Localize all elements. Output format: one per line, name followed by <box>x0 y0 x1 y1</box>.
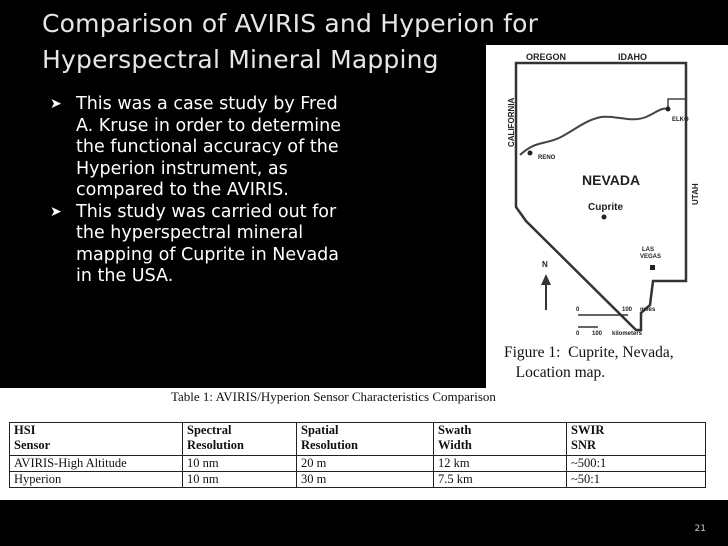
label-elko: ELKO <box>672 117 689 123</box>
map-graphic <box>486 45 728 390</box>
table-cell: 12 km <box>434 456 567 472</box>
label-nevada: NEVADA <box>582 172 641 188</box>
label-utah: UTAH <box>691 183 700 205</box>
scale-100-km: 100 <box>592 331 603 337</box>
table-caption: Table 1: AVIRIS/Hyperion Sensor Characteristics Comparison <box>171 389 496 404</box>
table-row <box>10 456 706 472</box>
header-line: Swath <box>438 423 472 437</box>
scale-0-km: 0 <box>576 331 580 337</box>
table-header-row <box>10 423 706 456</box>
table-cell: 10 nm <box>183 456 297 472</box>
table-cell: AVIRIS-High Altitude <box>10 456 183 472</box>
label-california: CALIFORNIA <box>507 97 516 147</box>
table-cell: ~50:1 <box>567 472 706 488</box>
elko-dot <box>666 107 671 112</box>
table-cell: 10 nm <box>183 472 297 488</box>
slide-title <box>42 6 538 78</box>
header-line: Width <box>438 438 472 452</box>
table-cell: 20 m <box>297 456 434 472</box>
bullet-text: This was a case study by Fred A. Kruse in order to determine the functional accuracy of the Hyperion instrument, as compared to the AVIRIS. <box>76 94 342 200</box>
label-oregon: OREGON <box>526 52 567 62</box>
sensor-comparison-table <box>9 422 706 488</box>
label-cuprite: Cuprite <box>588 202 623 213</box>
scale-km-label: kilometers <box>612 331 643 337</box>
label-vegas: VEGAS <box>640 254 662 260</box>
label-north: N <box>542 260 548 269</box>
bullet-list <box>50 94 350 288</box>
sensor-comparison-table-panel <box>0 388 728 500</box>
north-arrowhead-icon <box>541 274 551 285</box>
bullet-item <box>50 94 350 202</box>
header-line: Resolution <box>187 438 244 452</box>
nevada-location-map <box>486 45 728 390</box>
scale-0-miles: 0 <box>576 307 580 313</box>
page-number: 21 <box>694 524 706 534</box>
bullet-text: This study was carried out for the hyperspectral mineral mapping of Cuprite in Nevada in the USA. <box>76 201 339 286</box>
figure-caption-line-1: Figure 1: Cuprite, Nevada, <box>504 344 674 361</box>
figure-caption <box>504 343 674 383</box>
header-cell <box>567 423 706 456</box>
label-reno: RENO <box>538 155 556 161</box>
road-branch <box>668 99 686 109</box>
cuprite-dot <box>602 215 607 220</box>
label-idaho: IDAHO <box>618 52 647 62</box>
scale-miles-label: miles <box>640 307 656 313</box>
table-cell: 7.5 km <box>434 472 567 488</box>
header-cell <box>10 423 183 456</box>
figure-caption-line-2: Location map. <box>515 364 606 381</box>
arrow-bullet-icon: ➤ <box>50 96 62 112</box>
slide-title-line-2: Hyperspectral Mineral Mapping <box>42 45 439 74</box>
header-line: SWIR <box>571 423 605 437</box>
slide-title-line-1: Comparison of AVIRIS and Hyperion for <box>42 9 539 38</box>
label-las: LAS <box>642 247 654 253</box>
header-cell <box>297 423 434 456</box>
header-line: Spectral <box>187 423 232 437</box>
reno-dot <box>528 151 533 156</box>
bullet-item <box>50 202 350 288</box>
table-cell: ~500:1 <box>567 456 706 472</box>
table-row <box>10 472 706 488</box>
arrow-bullet-icon: ➤ <box>50 203 62 220</box>
las-vegas-dot <box>650 265 655 270</box>
header-line: SNR <box>571 438 597 452</box>
header-line: Sensor <box>14 438 51 452</box>
table-cell: Hyperion <box>10 472 183 488</box>
header-cell <box>183 423 297 456</box>
highway-line <box>520 109 668 155</box>
nevada-border <box>516 63 686 330</box>
header-line: Spatial <box>301 423 339 437</box>
table-cell: 30 m <box>297 472 434 488</box>
header-line: Resolution <box>301 438 358 452</box>
scale-100-miles: 100 <box>622 307 633 313</box>
header-line: HSI <box>14 423 36 437</box>
header-cell <box>434 423 567 456</box>
